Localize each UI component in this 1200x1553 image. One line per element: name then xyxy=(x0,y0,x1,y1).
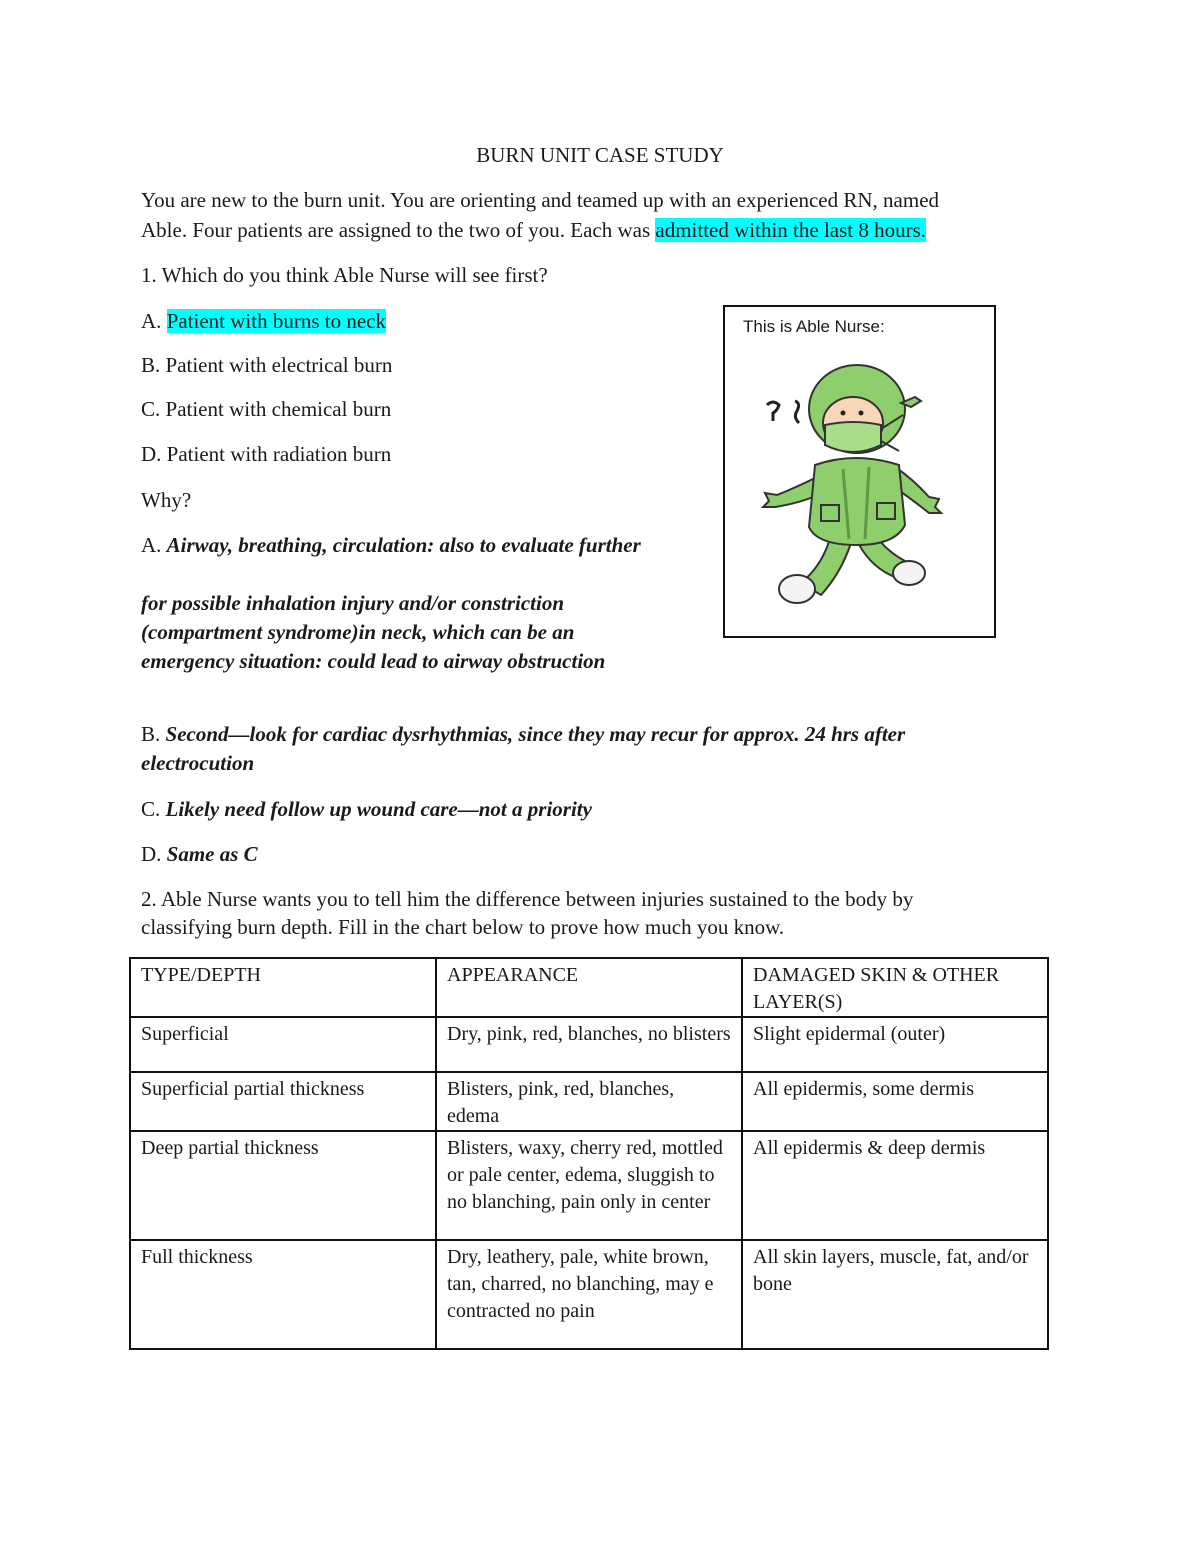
option-d xyxy=(141,440,391,469)
answer-c-letter: C. xyxy=(141,797,166,821)
option-a-text: Patient with burns to neck xyxy=(166,309,386,333)
answer-b-line-2: electrocution xyxy=(141,751,255,775)
table-cell-damaged: Slight epidermal (outer) xyxy=(742,1017,1048,1072)
answer-c xyxy=(141,795,592,824)
burn-depth-table xyxy=(129,957,1049,1350)
intro-line-1: You are new to the burn unit. You are orienting and teamed up with an experienced RN, named xyxy=(141,188,940,212)
table-cell-damaged: All epidermis, some dermis xyxy=(742,1072,1048,1131)
intro-line-2-text: Able. Four patients are assigned to the two of you. Each was xyxy=(141,218,656,242)
answer-b-line-1 xyxy=(141,720,905,749)
table-cell-appearance: Dry, pink, red, blanches, no blisters xyxy=(436,1017,742,1072)
option-b-letter: B. xyxy=(141,353,166,377)
table-cell-type: Deep partial thickness xyxy=(130,1131,436,1240)
option-c-letter: C. xyxy=(141,397,166,421)
table-cell-type: Superficial xyxy=(130,1017,436,1072)
table-cell-damaged: All epidermis & deep dermis xyxy=(742,1131,1048,1240)
answer-b-letter: B. xyxy=(141,722,166,746)
table-row xyxy=(130,1017,1048,1072)
header-damaged-skin: DAMAGED SKIN & OTHER LAYER(S) xyxy=(742,958,1048,1017)
table-row xyxy=(130,1240,1048,1349)
answer-b-text: Second—look for cardiac dysrhythmias, since they may recur for approx. 24 hrs after xyxy=(165,722,906,746)
answer-a-letter: A. xyxy=(141,533,167,557)
able-nurse-box xyxy=(723,305,996,638)
option-a-letter: A. xyxy=(141,309,167,333)
answer-d xyxy=(141,840,258,869)
question-2-line-1: 2. Able Nurse wants you to tell him the difference between injuries sustained to the body by xyxy=(141,887,914,911)
document-title: BURN UNIT CASE STUDY xyxy=(476,143,724,167)
intro-line-2 xyxy=(141,216,926,245)
table-row xyxy=(130,1072,1048,1131)
question-1-prompt: 1. Which do you think Able Nurse will see first? xyxy=(141,263,548,287)
table-row xyxy=(130,1131,1048,1240)
question-2-line-2: classifying burn depth. Fill in the chart below to prove how much you know. xyxy=(141,915,785,939)
why-label: Why? xyxy=(141,488,192,512)
answer-a-line-1 xyxy=(141,531,641,560)
answer-a-line-2: for possible inhalation injury and/or constriction xyxy=(141,591,565,615)
sweat-drops-icon xyxy=(767,401,799,423)
table-cell-type: Superficial partial thickness xyxy=(130,1072,436,1131)
option-b xyxy=(141,351,392,380)
option-a xyxy=(141,307,386,336)
option-d-text: Patient with radiation burn xyxy=(166,442,392,466)
option-c-text: Patient with chemical burn xyxy=(165,397,392,421)
table-cell-damaged: All skin layers, muscle, fat, and/or bone xyxy=(742,1240,1048,1349)
answer-a-text: Airway, breathing, circulation: also to evaluate further xyxy=(166,533,641,557)
nurse-illustration xyxy=(745,357,975,607)
answer-c-text: Likely need follow up wound care—not a priority xyxy=(165,797,592,821)
answer-d-letter: D. xyxy=(141,842,167,866)
table-cell-appearance: Blisters, waxy, cherry red, mottled or pale center, edema, sluggish to no blanching, pain only in center xyxy=(436,1131,742,1240)
option-c xyxy=(141,395,391,424)
intro-highlight: admitted within the last 8 hours. xyxy=(655,218,927,242)
answer-a-line-3: (compartment syndrome)in neck, which can be an xyxy=(141,620,575,644)
table-cell-appearance: Blisters, pink, red, blanches, edema xyxy=(436,1072,742,1131)
answer-a-line-4: emergency situation: could lead to airway obstruction xyxy=(141,649,606,673)
header-type-depth: TYPE/DEPTH xyxy=(130,958,436,1017)
able-nurse-caption: This is Able Nurse: xyxy=(743,317,885,336)
table-cell-type: Full thickness xyxy=(130,1240,436,1349)
table-header-row xyxy=(130,958,1048,1017)
option-b-text: Patient with electrical burn xyxy=(165,353,393,377)
option-d-letter: D. xyxy=(141,442,167,466)
answer-d-text: Same as C xyxy=(166,842,258,866)
table-cell-appearance: Dry, leathery, pale, white brown, tan, charred, no blanching, may e contracted no pain xyxy=(436,1240,742,1349)
header-appearance: APPEARANCE xyxy=(436,958,742,1017)
